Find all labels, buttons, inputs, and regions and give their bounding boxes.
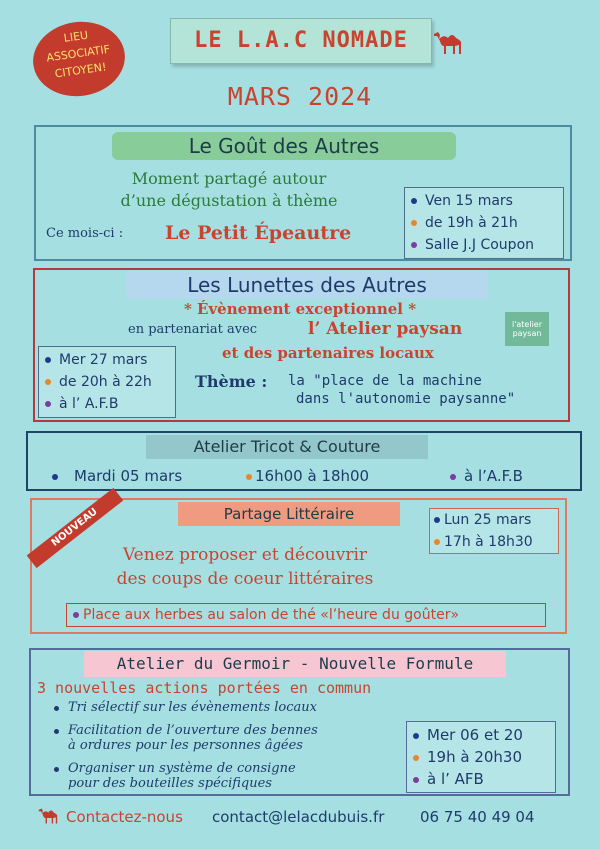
badge-line-3: CITOYEN! — [53, 60, 108, 81]
atelier-paysan-logo — [505, 312, 549, 346]
lunettes-info-box — [38, 346, 176, 418]
bullet-purple-icon — [450, 474, 456, 480]
germoir-item-2-line-2: à ordures pour les personnes âgées — [68, 738, 303, 753]
bullet-icon — [54, 729, 59, 734]
contact-email-link[interactable]: contact@lelacdubuis.fr — [212, 808, 385, 826]
germoir-info-box — [406, 721, 556, 793]
lunettes-partnership: en partenariat avec — [128, 322, 258, 337]
germoir-action-list — [54, 700, 414, 799]
month-heading: MARS 2024 — [227, 82, 373, 111]
gout-date: Ven 15 mars — [425, 193, 513, 209]
page-title: LE L.A.C NOMADE — [170, 18, 432, 64]
germoir-subtitle: 3 nouvelles actions portées en commun — [37, 679, 372, 697]
lunettes-title: Les Lunettes des Autres — [126, 271, 488, 299]
lunettes-atelier: l’ Atelier paysan — [308, 319, 463, 339]
gout-line-2: d’une dégustation à thème — [120, 191, 338, 210]
germoir-time: 19h à 20h30 — [427, 748, 523, 766]
partage-place: Place aux herbes au salon de thé «l’heure du goûter» — [83, 607, 460, 623]
partage-date-row — [434, 509, 554, 531]
partage-line-2: des coups de coeur littéraires — [116, 569, 374, 589]
gout-date-row — [411, 190, 557, 212]
gout-title: Le Goût des Autres — [112, 132, 456, 160]
tricot-date: Mardi 05 mars — [74, 467, 183, 485]
list-item — [54, 761, 414, 791]
bullet-orange-icon — [45, 379, 51, 385]
gout-line-1: Moment partagé autour — [131, 169, 327, 188]
bullet-blue-icon — [413, 733, 419, 739]
lunettes-time-row — [45, 371, 169, 393]
lunettes-place-row — [45, 393, 169, 415]
lunettes-theme-line-2: dans l'autonomie paysanne" — [296, 391, 516, 407]
germoir-time-row — [413, 746, 549, 768]
tricot-place-row — [450, 467, 523, 485]
gout-place: Salle J.J Coupon — [425, 237, 535, 253]
gout-event-name: Le Petit Épeautre — [165, 222, 352, 244]
camel-icon — [36, 804, 62, 828]
badge-line-1: LIEU — [62, 28, 89, 45]
germoir-item-2-line-1: Facilitation de l’ouverture des bennes — [68, 723, 318, 738]
partage-time: 17h à 18h30 — [444, 534, 533, 550]
list-item — [54, 723, 414, 753]
gout-month-label: Ce mois-ci : — [46, 226, 124, 241]
bullet-blue-icon — [411, 198, 417, 204]
partage-line-1: Venez proposer et découvrir — [122, 545, 368, 565]
camel-icon — [430, 26, 468, 60]
list-item — [54, 700, 414, 715]
germoir-item-3-line-2: pour des bouteilles spécifiques — [68, 776, 272, 791]
lunettes-place: à l’ A.F.B — [59, 396, 119, 412]
bullet-icon — [54, 706, 59, 711]
contact-phone[interactable]: 06 75 40 49 04 — [420, 808, 535, 826]
tricot-place: à l’A.F.B — [464, 467, 523, 485]
gout-description — [74, 168, 384, 212]
tricot-time-row — [246, 467, 369, 485]
gout-time-row — [411, 212, 557, 234]
tricot-date-row — [52, 467, 182, 485]
logo-line-1: l'atelier — [511, 320, 543, 329]
bullet-purple-icon — [411, 242, 417, 248]
contact-label: Contactez-nous — [66, 808, 183, 826]
gout-time: de 19h à 21h — [425, 215, 518, 231]
bullet-purple-icon — [413, 777, 419, 783]
partage-date: Lun 25 mars — [444, 512, 532, 528]
gout-info-box — [404, 187, 564, 259]
germoir-place: à l’ AFB — [427, 770, 484, 788]
bullet-blue-icon — [52, 474, 58, 480]
germoir-item-1: Tri sélectif sur les évènements locaux — [68, 700, 317, 715]
bullet-purple-icon — [73, 612, 79, 618]
gout-place-row — [411, 234, 557, 256]
partage-place-box — [66, 603, 546, 627]
tricot-title: Atelier Tricot & Couture — [146, 435, 428, 459]
bullet-purple-icon — [45, 401, 51, 407]
badge-line-2: ASSOCIATIF — [45, 42, 111, 65]
lunettes-theme — [288, 372, 515, 408]
partage-info-box — [429, 508, 559, 554]
germoir-place-row — [413, 768, 549, 790]
new-ribbon: NOUVEAU — [27, 488, 124, 568]
lunettes-theme-label: Thème : — [195, 372, 268, 391]
bullet-blue-icon — [434, 517, 440, 523]
lunettes-date: Mer 27 mars — [59, 352, 148, 368]
bullet-icon — [54, 767, 59, 772]
lunettes-partners: et des partenaires locaux — [222, 344, 434, 362]
germoir-date: Mer 06 et 20 — [427, 726, 523, 744]
bullet-orange-icon — [413, 755, 419, 761]
lunettes-exceptional: * Évènement exceptionnel * — [183, 300, 417, 318]
bullet-orange-icon — [246, 474, 252, 480]
germoir-date-row — [413, 724, 549, 746]
logo-line-2: paysan — [512, 329, 542, 338]
bullet-orange-icon — [411, 220, 417, 226]
partage-title: Partage Littéraire — [178, 502, 400, 526]
lunettes-theme-line-1: la "place de la machine — [288, 373, 482, 389]
partage-time-row — [434, 531, 554, 553]
lunettes-date-row — [45, 349, 169, 371]
bullet-blue-icon — [45, 357, 51, 363]
germoir-title: Atelier du Germoir - Nouvelle Formule — [84, 651, 506, 677]
tricot-time: 16h00 à 18h00 — [255, 467, 370, 485]
partage-description — [70, 543, 420, 591]
bullet-orange-icon — [434, 539, 440, 545]
lunettes-time: de 20h à 22h — [59, 374, 152, 390]
germoir-item-3-line-1: Organiser un système de consigne — [68, 761, 296, 776]
